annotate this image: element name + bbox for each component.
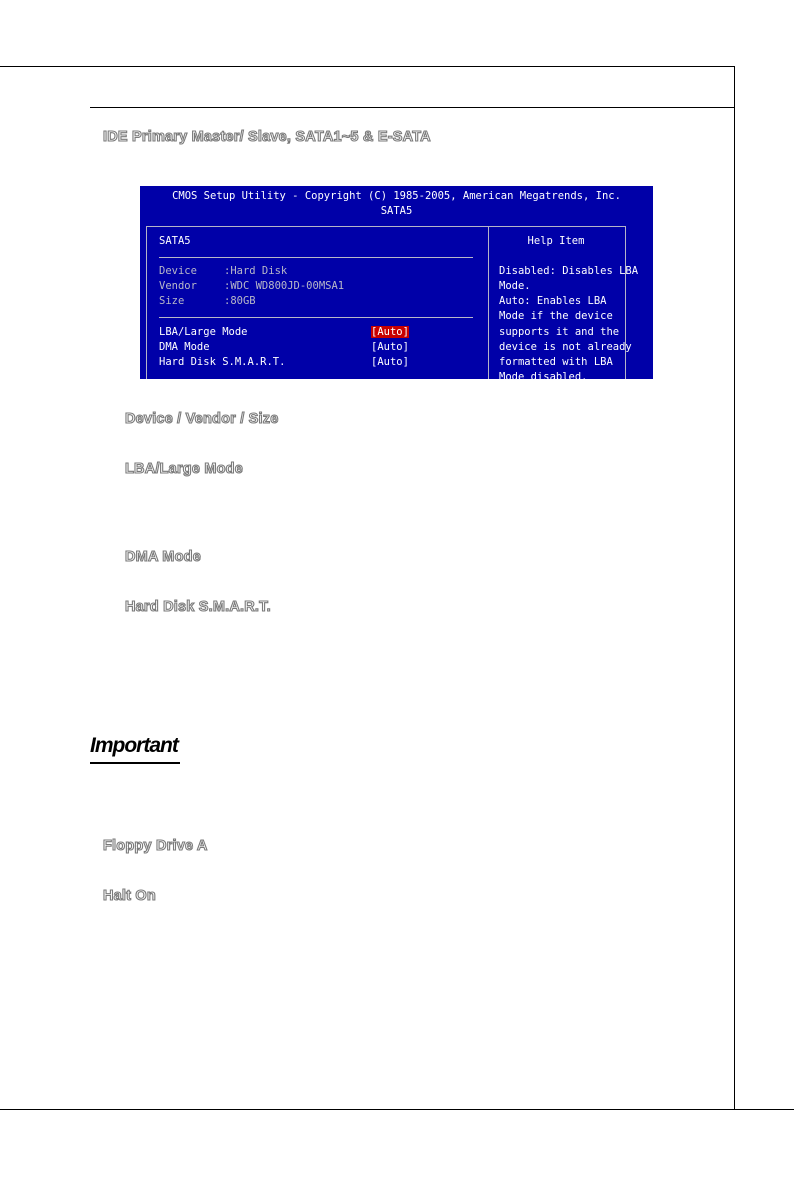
bios-setting-label: Hard Disk S.M.A.R.T.	[159, 356, 286, 368]
heading-ide: IDE Primary Master/ Slave, SATA1~5 & E-SATA	[103, 129, 431, 145]
bios-setting-label: LBA/Large Mode	[159, 326, 248, 338]
bios-help-line: device is not already	[499, 341, 632, 353]
bios-help-line: Auto: Enables LBA	[499, 295, 607, 307]
bios-screen	[140, 186, 653, 379]
bios-info-label: Vendor	[159, 280, 197, 292]
bios-info-label: Size	[159, 295, 185, 307]
bios-help-line: Mode.	[499, 280, 531, 292]
right-rule	[734, 66, 735, 1109]
bios-help-line: Disabled: Disables LBA	[499, 265, 639, 277]
bios-setting-value[interactable]: [Auto]	[371, 341, 409, 353]
heading-smart: Hard Disk S.M.A.R.T.	[125, 599, 271, 615]
top-rule	[0, 66, 735, 67]
bios-info-value: :Hard Disk	[224, 265, 288, 277]
heading-halt: Halt On	[103, 888, 156, 904]
heading-dma: DMA Mode	[125, 549, 201, 565]
bottom-rule	[0, 1109, 794, 1110]
bios-separator	[159, 317, 473, 318]
bios-help-line: Mode if the device	[499, 310, 613, 322]
bios-header-line2: SATA5	[380, 205, 413, 217]
header-rule	[90, 107, 735, 108]
bios-header-line1: CMOS Setup Utility - Copyright (C) 1985-2005, American Megatrends, Inc.	[172, 190, 621, 202]
bios-help-line: supports it and the	[499, 326, 620, 338]
bios-help-title: Help Item	[527, 235, 585, 247]
bios-help-line: formatted with LBA	[499, 356, 613, 368]
important-title: Important	[90, 734, 178, 757]
bios-setting-value[interactable]: [Auto]	[371, 356, 409, 368]
bios-separator	[159, 257, 473, 258]
important-underline	[90, 762, 180, 764]
bios-help-line: Mode disabled.	[499, 371, 588, 379]
bios-setting-value-selected[interactable]: [Auto]	[371, 326, 409, 338]
heading-floppy: Floppy Drive A	[103, 838, 208, 854]
heading-lba: LBA/Large Mode	[125, 461, 243, 477]
bios-info-label: Device	[159, 265, 197, 277]
bios-setting-label: DMA Mode	[159, 341, 210, 353]
heading-device-vendor-size: Device / Vendor / Size	[125, 411, 279, 427]
bios-info-value: :80GB	[224, 295, 256, 307]
bios-section-title: SATA5	[159, 235, 191, 247]
bios-info-value: :WDC WD800JD-00MSA1	[224, 280, 345, 292]
